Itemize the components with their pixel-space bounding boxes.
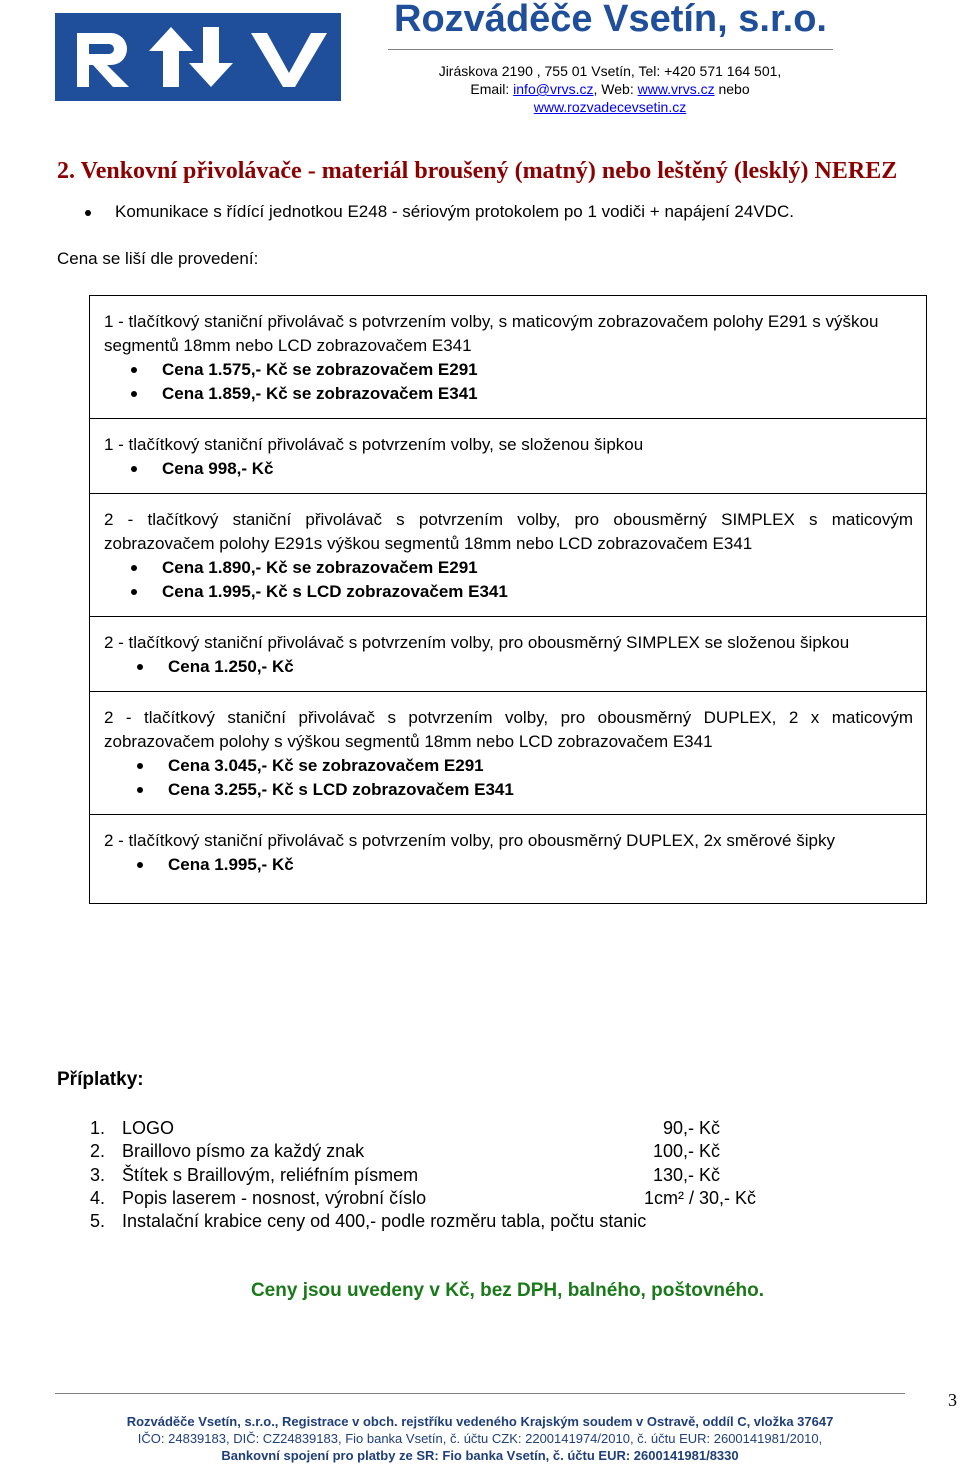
item-text: Popis laserem - nosnost, výrobní číslo [122,1187,427,1208]
price-text: Cena 1.575,- Kč se zobrazovačem E291 [162,360,478,379]
product-row [90,617,926,692]
product-row [90,296,926,419]
item-price: 130,- Kč [652,1164,720,1185]
bullet-icon [137,787,143,793]
product-row [90,692,926,815]
bullet-icon [137,763,143,769]
item-number: 4. [90,1187,106,1208]
price-text: Cena 1.995,- Kč [168,855,294,874]
item-number: 5. [90,1211,106,1232]
item-number: 1. [90,1118,106,1138]
price-text: Cena 998,- Kč [162,459,274,478]
product-desc: 2 - tlačítkový staniční přivolávač s potvrzením volby, pro obousměrný SIMPLEX se složenou šipkou [104,633,850,652]
logo-graphic [55,13,341,101]
bullet-icon [131,391,137,397]
price-line [104,556,913,580]
footer-line-3: Bankovní spojení pro platby ze SR: Fio banka Vsetín, č. účtu EUR: 2600141981/8330 [221,1448,739,1463]
contact-block [420,62,800,116]
product-desc: 1 - tlačítkový staniční přivolávač s potvrzením volby, se složenou šipkou [104,435,644,454]
page-number: 3 [948,1390,957,1410]
price-text: Cena 3.255,- Kč s LCD zobrazovačem E341 [168,780,514,799]
item-number: 2. [90,1141,106,1162]
bullet-icon [137,664,143,670]
product-table [89,295,927,904]
product-desc: 2 - tlačítkový staniční přivolávač s potvrzením volby, pro obousměrný SIMPLEX s maticovým zobrazovačem polohy E291s výškou segmentů 18mm nebo LCD zobrazovačem E341 [104,510,913,553]
item-text: Braillovo písmo za každý znak [122,1141,365,1162]
price-line [104,580,913,604]
bullet-icon [131,589,137,595]
or-word: nebo [714,81,750,97]
web2-link[interactable]: www.rozvadecevsetin.cz [533,99,687,115]
bullet-icon [131,565,137,571]
item-price: 90,- Kč [662,1118,720,1138]
surcharges-title: Příplatky: [57,1069,144,1090]
company-name: Rozváděče Vsetín, s.r.o. [394,0,827,40]
item-price: 100,- Kč [652,1141,720,1162]
product-row [90,419,926,494]
section-title: 2. Venkovní přivolávače - materiál broušený (matný) nebo leštěný (lesklý) NEREZ [57,158,898,184]
price-line [104,754,913,778]
vat-note: Ceny jsou uvedeny v Kč, bez DPH, balného, poštovného. [250,1280,765,1301]
header-divider [388,49,833,50]
company-logo [55,13,341,101]
product-desc: 2 - tlačítkový staniční přivolávač s potvrzením volby, pro obousměrný DUPLEX, 2 x maticovým zobrazovačem polohy s výškou segmentů 18mm nebo LCD zobrazovačem E341 [104,708,913,751]
price-text: Cena 1.995,- Kč s LCD zobrazovačem E341 [162,582,508,601]
price-note: Cena se liší dle provedení: [57,249,259,268]
web-link[interactable]: www.vrvs.cz [637,81,715,97]
price-text: Cena 1.250,- Kč [168,657,294,676]
product-row [90,494,926,617]
price-line [104,655,913,679]
price-text: Cena 1.859,- Kč se zobrazovačem E341 [162,384,478,403]
email-link[interactable]: info@vrvs.cz [513,81,594,97]
footer-divider [55,1393,905,1394]
web-label: , Web: [593,81,638,97]
product-desc: 2 - tlačítkový staniční přivolávač s potvrzením volby, pro obousměrný DUPLEX, 2x směrové šipky [104,831,835,850]
footer-line-2: IČO: 24839183, DIČ: CZ24839183, Fio banka Vsetín, č. účtu CZK: 2200141974/2010, č. účtu EUR: 2600141981/2010, [137,1431,823,1446]
bullet-icon [131,367,137,373]
bullet-icon [137,862,143,868]
email-label: Email: [470,81,514,97]
footer-line-1: Rozváděče Vsetín, s.r.o., Registrace v obch. rejstříku vedeného Krajským soudem v Ostravě, oddíl C, vložka 37647 [126,1414,834,1429]
price-line [104,778,913,802]
item-text: LOGO [122,1118,175,1138]
bullet-icon [131,466,137,472]
item-number: 3. [90,1164,106,1185]
price-line [104,358,913,382]
item-price: 1cm² / 30,- Kč [644,1187,757,1208]
price-text: Cena 3.045,- Kč se zobrazovačem E291 [168,756,484,775]
price-line [104,457,913,481]
price-text: Cena 1.890,- Kč se zobrazovačem E291 [162,558,478,577]
footer [30,1413,930,1464]
product-row [90,815,926,903]
price-line [104,382,913,406]
address-line: Jiráskova 2190 , 755 01 Vsetín, Tel: +420 571 164 501, [438,63,782,79]
intro-bullet [85,202,794,222]
product-desc: 1 - tlačítkový staniční přivolávač s potvrzením volby, s maticovým zobrazovačem polohy E291 s výškou segmentů 18mm nebo LCD zobrazovačem E341 [104,312,879,355]
email-web-line [420,80,800,98]
intro-text: Komunikace s řídící jednotkou E248 - sériovým protokolem po 1 vodiči + napájení 24VDC. [115,202,794,221]
item-text: Instalační krabice ceny od 400,- podle rozměru tabla, počtu stanic [122,1211,647,1232]
web2-line [420,98,800,116]
item-text: Štítek s Braillovým, reliéfním písmem [122,1164,419,1185]
price-line [104,853,913,877]
bullet-icon [85,210,91,216]
